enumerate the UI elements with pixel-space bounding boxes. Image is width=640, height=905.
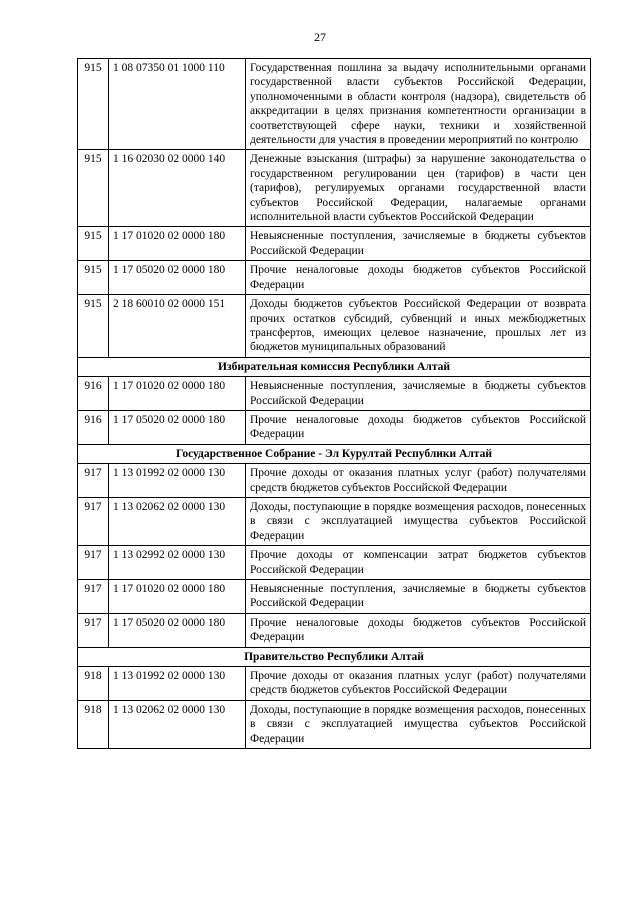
section-header-row (78, 647, 591, 666)
budget-code-cell: 1 17 05020 02 0000 180 (109, 613, 246, 647)
budget-code-cell: 1 17 05020 02 0000 180 (109, 261, 246, 295)
table-row (78, 227, 591, 261)
table-row (78, 150, 591, 227)
table-row (78, 613, 591, 647)
table-row (78, 464, 591, 498)
table-row (78, 261, 591, 295)
admin-code-cell: 916 (78, 410, 109, 444)
section-title: Государственное Собрание - Эл Курултай Республики Алтай (78, 444, 591, 463)
revenue-name-cell: Денежные взыскания (штрафы) за нарушение законодательства о государственном регулировании цен (тарифов) в части цен (тарифов), регулируемых органами государственной власти субъектов Российской Федерации, налагаемые органами исполнительной власти субъектов Российской Федерации (246, 150, 591, 227)
table-row (78, 497, 591, 545)
budget-code-cell: 1 08 07350 01 1000 110 (109, 59, 246, 150)
revenue-name-cell: Прочие неналоговые доходы бюджетов субъектов Российской Федерации (246, 410, 591, 444)
table-row (78, 700, 591, 748)
admin-code-cell: 915 (78, 227, 109, 261)
admin-code-cell: 915 (78, 295, 109, 358)
budget-code-cell: 1 17 01020 02 0000 180 (109, 377, 246, 411)
admin-code-cell: 917 (78, 546, 109, 580)
table-body (78, 59, 591, 749)
revenue-name-cell: Прочие неналоговые доходы бюджетов субъектов Российской Федерации (246, 261, 591, 295)
table-row (78, 410, 591, 444)
revenue-name-cell: Государственная пошлина за выдачу исполнительными органами государственной власти субъектов Российской Федерации, уполномоченными в области контроля (надзора), свидетельств об аккредитации в целях признания компетентности организации в соответствующей сфере науки, техники и хозяйственной деятельности для участия в проведении мероприятий по контролю (246, 59, 591, 150)
table-row (78, 580, 591, 614)
budget-code-cell: 1 17 01020 02 0000 180 (109, 580, 246, 614)
revenue-name-cell: Невыясненные поступления, зачисляемые в бюджеты субъектов Российской Федерации (246, 227, 591, 261)
admin-code-cell: 917 (78, 613, 109, 647)
admin-code-cell: 917 (78, 497, 109, 545)
table-row (78, 377, 591, 411)
table-row (78, 667, 591, 701)
revenue-name-cell: Невыясненные поступления, зачисляемые в бюджеты субъектов Российской Федерации (246, 580, 591, 614)
admin-code-cell: 916 (78, 377, 109, 411)
page-number: 27 (314, 30, 326, 44)
admin-code-cell: 915 (78, 261, 109, 295)
admin-code-cell: 918 (78, 667, 109, 701)
revenue-name-cell: Прочие доходы от компенсации затрат бюджетов субъектов Российской Федерации (246, 546, 591, 580)
admin-code-cell: 915 (78, 150, 109, 227)
admin-code-cell: 918 (78, 700, 109, 748)
budget-code-cell: 1 13 01992 02 0000 130 (109, 667, 246, 701)
table-row (78, 546, 591, 580)
admin-code-cell: 917 (78, 580, 109, 614)
revenue-codes-table (77, 58, 591, 749)
section-title: Правительство Республики Алтай (78, 647, 591, 666)
section-header-row (78, 444, 591, 463)
budget-code-cell: 1 13 02062 02 0000 130 (109, 700, 246, 748)
budget-code-cell: 1 13 02062 02 0000 130 (109, 497, 246, 545)
section-title: Избирательная комиссия Республики Алтай (78, 357, 591, 376)
revenue-name-cell: Доходы, поступающие в порядке возмещения расходов, понесенных в связи с эксплуатацией имущества субъектов Российской Федерации (246, 497, 591, 545)
revenue-name-cell: Невыясненные поступления, зачисляемые в бюджеты субъектов Российской Федерации (246, 377, 591, 411)
budget-code-cell: 1 16 02030 02 0000 140 (109, 150, 246, 227)
table-row (78, 59, 591, 150)
revenue-name-cell: Прочие доходы от оказания платных услуг (работ) получателями средств бюджетов субъектов Российской Федерации (246, 667, 591, 701)
table-row (78, 295, 591, 358)
section-header-row (78, 357, 591, 376)
revenue-name-cell: Доходы бюджетов субъектов Российской Федерации от возврата прочих остатков субсидий, субвенций и иных межбюджетных трансфертов, имеющих целевое назначение, прошлых лет из бюджетов муниципальных образований (246, 295, 591, 358)
revenue-name-cell: Доходы, поступающие в порядке возмещения расходов, понесенных в связи с эксплуатацией имущества субъектов Российской Федерации (246, 700, 591, 748)
budget-code-cell: 1 13 02992 02 0000 130 (109, 546, 246, 580)
admin-code-cell: 917 (78, 464, 109, 498)
budget-code-cell: 1 17 05020 02 0000 180 (109, 410, 246, 444)
budget-code-cell: 1 13 01992 02 0000 130 (109, 464, 246, 498)
revenue-name-cell: Прочие неналоговые доходы бюджетов субъектов Российской Федерации (246, 613, 591, 647)
budget-code-cell: 2 18 60010 02 0000 151 (109, 295, 246, 358)
budget-code-cell: 1 17 01020 02 0000 180 (109, 227, 246, 261)
revenue-name-cell: Прочие доходы от оказания платных услуг (работ) получателями средств бюджетов субъектов Российской Федерации (246, 464, 591, 498)
admin-code-cell: 915 (78, 59, 109, 150)
